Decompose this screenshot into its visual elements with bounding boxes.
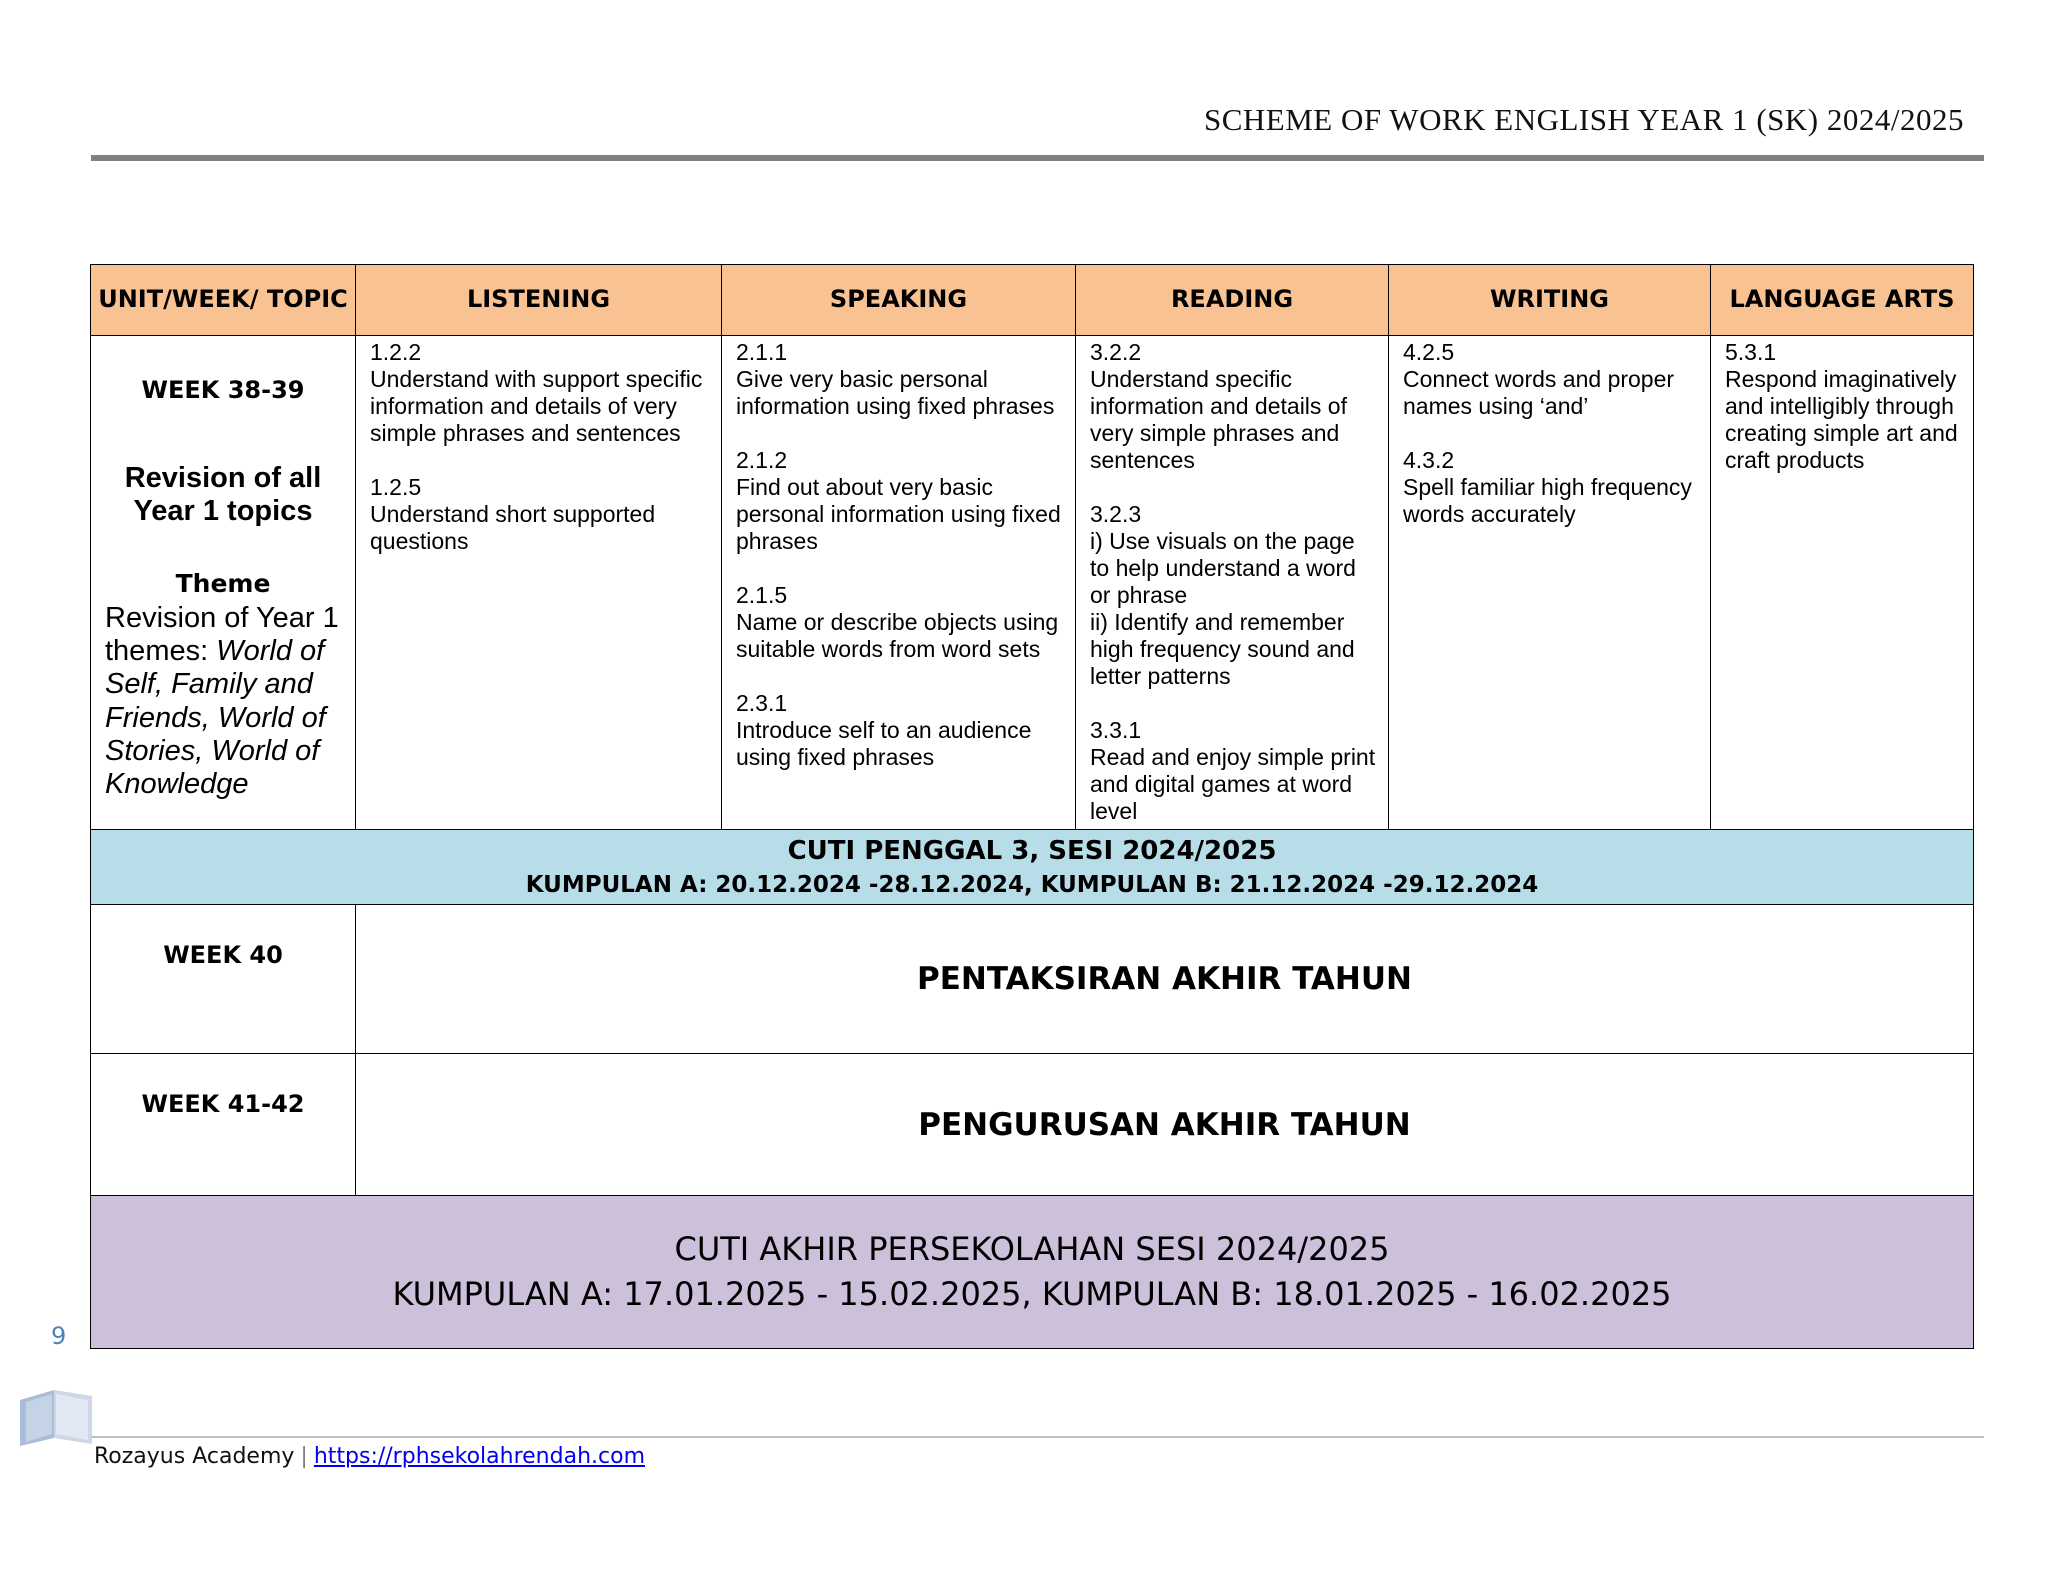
standard-code: 5.3.1 bbox=[1725, 339, 1777, 365]
event-title: PENGURUSAN AKHIR TAHUN bbox=[356, 1054, 1974, 1196]
standard-code: 2.3.1 bbox=[736, 690, 788, 716]
list-item bbox=[736, 339, 1065, 420]
list-item bbox=[736, 582, 1065, 663]
list-item bbox=[370, 339, 711, 447]
scheme-of-work-table bbox=[90, 264, 1974, 1349]
writing-cell bbox=[1389, 336, 1711, 830]
unit-cell bbox=[91, 336, 356, 830]
table-row-week-40 bbox=[91, 905, 1974, 1054]
footer-website-link[interactable]: https://rphsekolahrendah.com bbox=[313, 1444, 645, 1469]
standard-description: Understand short supported questions bbox=[370, 501, 656, 554]
speaking-cell bbox=[722, 336, 1076, 830]
column-header-speaking: SPEAKING bbox=[722, 265, 1076, 336]
standard-code: 3.2.2 bbox=[1090, 339, 1142, 365]
end-holiday-dates: KUMPULAN A: 17.01.2025 - 15.02.2025, KUMPULAN B: 18.01.2025 - 16.02.2025 bbox=[392, 1275, 1672, 1313]
topic-title: Revision of all Year 1 topics bbox=[124, 462, 322, 528]
list-item bbox=[1090, 717, 1378, 825]
footer-org: Rozayus Academy bbox=[94, 1444, 295, 1469]
list-item bbox=[370, 474, 711, 555]
standard-description: Introduce self to an audience using fixed phrases bbox=[736, 717, 1032, 770]
event-title: PENTAKSIRAN AKHIR TAHUN bbox=[356, 905, 1974, 1054]
footer-separator: | bbox=[300, 1444, 308, 1469]
standard-code: 3.2.3 bbox=[1090, 501, 1142, 527]
column-header-unit: UNIT/WEEK/ TOPIC bbox=[91, 265, 356, 336]
standard-code: 3.3.1 bbox=[1090, 717, 1142, 743]
list-item bbox=[1403, 447, 1700, 528]
list-item bbox=[1090, 501, 1378, 690]
list-item bbox=[1403, 339, 1700, 420]
table-header-row bbox=[91, 265, 1974, 336]
standard-description: Connect words and proper names using ‘and’ bbox=[1403, 366, 1675, 419]
standard-code: 4.3.2 bbox=[1403, 447, 1455, 473]
list-item bbox=[1725, 339, 1963, 474]
theme-label: Theme bbox=[175, 568, 271, 598]
theme-worlds: World of Self, Family and Friends, World of Stories, World of Knowledge bbox=[105, 635, 326, 801]
standard-description: Respond imaginatively and intelligibly through creating simple art and craft products bbox=[1725, 366, 1958, 473]
column-header-reading: READING bbox=[1076, 265, 1389, 336]
column-header-writing: WRITING bbox=[1389, 265, 1711, 336]
listening-cell bbox=[356, 336, 722, 830]
standard-description: Understand specific information and details of very simple phrases and sentences bbox=[1090, 366, 1347, 473]
standard-code: 1.2.5 bbox=[370, 474, 422, 500]
standard-code: 2.1.5 bbox=[736, 582, 788, 608]
theme-prefix: Revision of Year 1 themes: bbox=[105, 601, 339, 668]
header-divider bbox=[91, 155, 1984, 161]
week-label: WEEK 38-39 bbox=[141, 376, 305, 404]
column-header-language-arts: LANGUAGE ARTS bbox=[1711, 265, 1974, 336]
table-row-week-38-39 bbox=[91, 336, 1974, 830]
theme-text bbox=[105, 602, 341, 802]
standard-description: Find out about very basic personal information using fixed phrases bbox=[736, 474, 1061, 554]
list-item bbox=[736, 447, 1065, 555]
standard-code: 2.1.1 bbox=[736, 339, 788, 365]
term-holiday-dates: KUMPULAN A: 20.12.2024 -28.12.2024, KUMPULAN B: 21.12.2024 -29.12.2024 bbox=[525, 872, 1539, 898]
standard-code: 1.2.2 bbox=[370, 339, 422, 365]
week-label: WEEK 40 bbox=[91, 905, 356, 1054]
standard-description: i) Use visuals on the page to help understand a word or phrase bbox=[1090, 528, 1356, 608]
term-holiday-title: CUTI PENGGAL 3, SESI 2024/2025 bbox=[787, 836, 1277, 866]
standard-description: Name or describe objects using suitable words from word sets bbox=[736, 609, 1059, 662]
table-row-week-41-42 bbox=[91, 1054, 1974, 1196]
page-number: 9 bbox=[51, 1322, 67, 1350]
week-label: WEEK 41-42 bbox=[91, 1054, 356, 1196]
end-holiday-title: CUTI AKHIR PERSEKOLAHAN SESI 2024/2025 bbox=[674, 1230, 1390, 1268]
end-holiday-row bbox=[91, 1196, 1974, 1349]
term-holiday-cell bbox=[91, 830, 1974, 905]
term-holiday-row bbox=[91, 830, 1974, 905]
standard-description: Spell familiar high frequency words accurately bbox=[1403, 474, 1692, 527]
standard-description: Understand with support specific information and details of very simple phrases and sentences bbox=[370, 366, 703, 446]
footer bbox=[94, 1444, 645, 1469]
language-arts-cell bbox=[1711, 336, 1974, 830]
list-item bbox=[736, 690, 1065, 771]
standard-description: Give very basic personal information using fixed phrases bbox=[736, 366, 1055, 419]
standard-description: Read and enjoy simple print and digital games at word level bbox=[1090, 744, 1376, 824]
document-title: SCHEME OF WORK ENGLISH YEAR 1 (SK) 2024/2025 bbox=[1204, 102, 1964, 137]
standard-code: 4.2.5 bbox=[1403, 339, 1455, 365]
standard-description-part-2: ii) Identify and remember high frequency sound and letter patterns bbox=[1090, 609, 1355, 689]
end-holiday-cell bbox=[91, 1196, 1974, 1349]
reading-cell bbox=[1076, 336, 1389, 830]
list-item bbox=[1090, 339, 1378, 474]
standard-code: 2.1.2 bbox=[736, 447, 788, 473]
book-logo-icon bbox=[18, 1388, 98, 1453]
column-header-listening: LISTENING bbox=[356, 265, 722, 336]
footer-divider bbox=[91, 1436, 1984, 1438]
